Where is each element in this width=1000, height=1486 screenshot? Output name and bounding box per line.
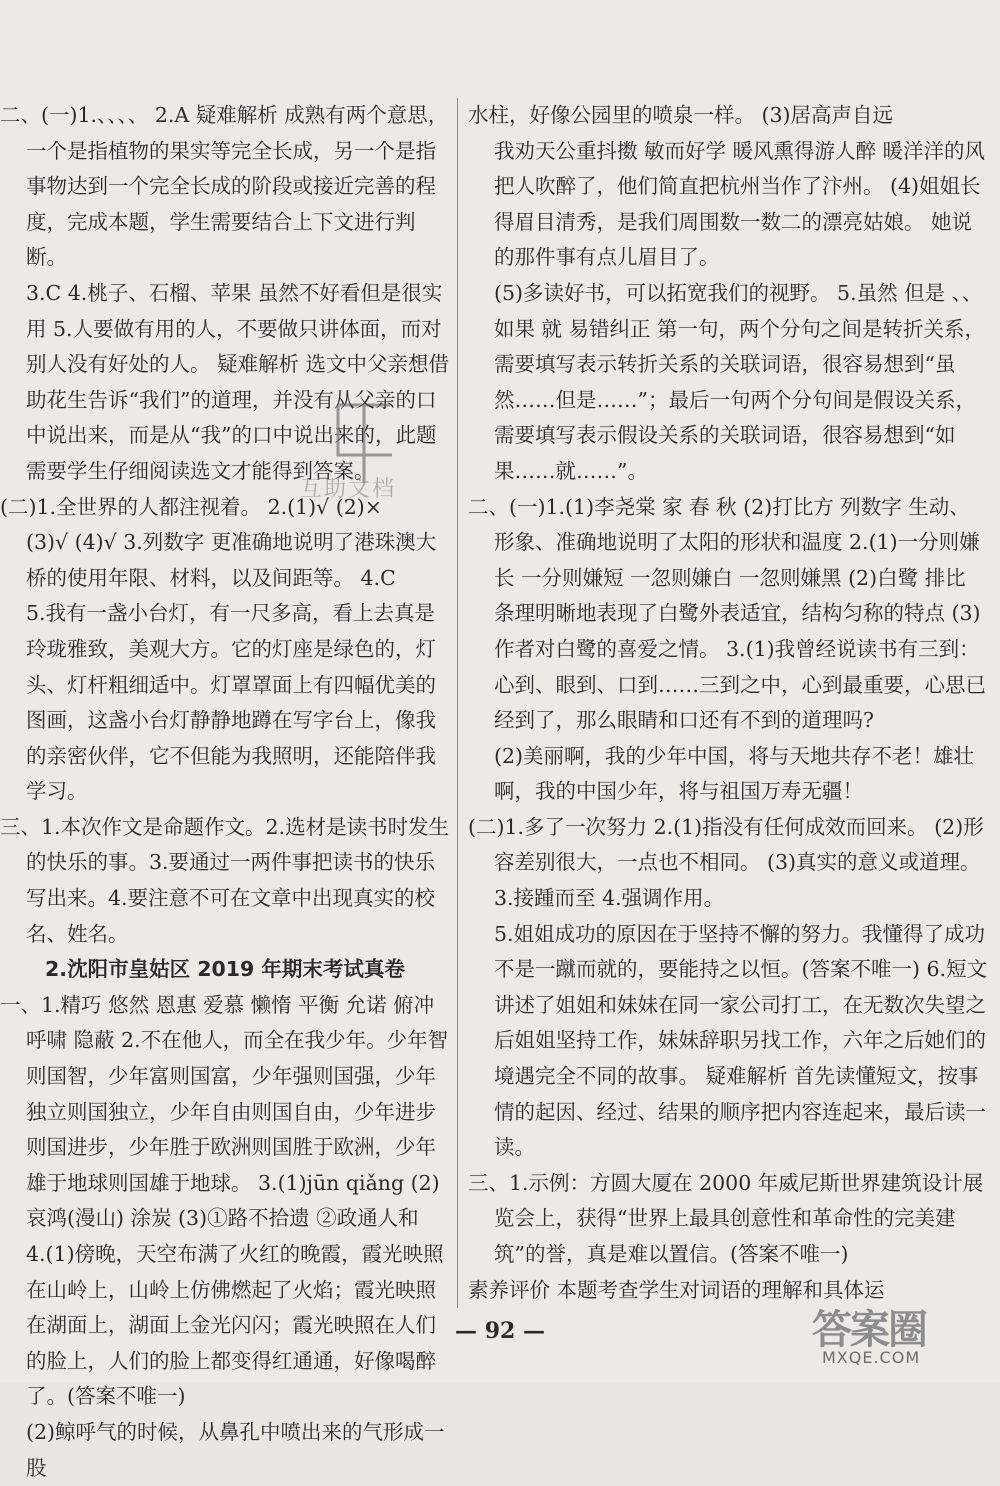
answer-block: 二、(一)1.、、、、 2.A 疑难解析 成熟有两个意思，一个是指植物的果实等完全长成，另一个是指事物达到一个完全长成的阶段或接近完善的程度，完成本题，学生需要结合上下文进行判断。 (0, 103, 449, 270)
left-column (0, 98, 450, 1486)
site-stamp-url: MXQE.COM (822, 1348, 921, 1367)
site-stamp-logo: 答案圈 (812, 1307, 926, 1353)
column-divider (457, 98, 458, 1308)
answer-block: (二)1.全世界的人都注视着。 2.(1)√ (2)× (0, 494, 382, 519)
answer-block: 素养评价 本题考查学生对词语的理解和具体运 (468, 1277, 885, 1302)
answer-block: 水柱，好像公园里的喷泉一样。 (3)居高声自远 (468, 103, 894, 127)
answer-block: (2)鲸呼气的时候，从鼻孔中喷出来的气形成一股 (26, 1419, 445, 1480)
answer-block: 5.姐姐成功的原因在于坚持不懈的努力。我懂得了成功不是一蹴而就的，要能持之以恒。(答案不唯一) 6.短文讲述了姐姐和妹妹在同一家公司打工，在无数次失望之后姐姐坚持工作，妹妹辞职另找工作，六年之后她们的境遇完全不同的故事。 疑难解析 首先读懂短文，按事情的起因、经过、结果的顺序把内容连起来，最后读一读。 (494, 921, 988, 1160)
answer-block: (2)美丽啊，我的少年中国，将与天地共存不老！雄壮啊，我的中国少年，将与祖国万寿无疆！ (494, 743, 975, 804)
answer-block: (二)1.多了一次努力 2.(1)指没有任何成效而回来。 (2)形容差别很大，一点也不相同。 (3)真实的意义或道理。 3.接踵而至 4.强调作用。 (468, 814, 984, 911)
answer-block: 三、1.示例：方圆大厦在 2000 年威尼斯世界建筑设计展览会上，获得“世界上最具创意性和革命性的完美建筑”的誉，真是难以置信。(答案不唯一) (468, 1170, 984, 1266)
answer-block: 一、1.精巧 悠然 恩惠 爱慕 懒惰 平衡 允诺 俯冲 呼啸 隐蔽 2.不在他人，而全在我少年。少年智则国智，少年富则国富，少年强则国强，少年独立则国独立，少年自由则国自由，少年进步则国进步，少年胜于欧洲则国胜于欧洲，少年雄于地球则国雄于地球。 3.(1)jūn qiǎng (2)哀鸿(漫山) 涂炭 (3)①路不拾遗 ②政通人和 (0, 992, 449, 1231)
answer-block: 我劝天公重抖擞 敏而好学 暖风熏得游人醉 暖洋洋的风把人吹醉了，他们简直把杭州当作了汴州。 (4)姐姐长得眉目清秀，是我们周围数一数二的漂亮姑娘。 她说的那件事有点儿眉目了。 (494, 138, 986, 270)
section-title: 2.沈阳市皇姑区 2019 年期末考试真卷 (45, 957, 405, 982)
answer-block: 5.我有一盏小台灯，有一尺多高，看上去真是玲珑雅致，美观大方。它的灯座是绿色的，灯头、灯杆粗细适中。灯罩罩面上有四幅优美的图画，这盏小台灯静静地蹲在写字台上，像我的亲密伙伴，它不但能为我照明，还能陪伴我学习。 (26, 601, 436, 804)
answer-block: (3)√ (4)√ 3.列数字 更准确地说明了港珠澳大桥的使用年限、材料，以及间距等。 4.C (26, 530, 437, 590)
answer-block: (5)多读好书，可以拓宽我们的视野。 5.虽然 但是 、、 如果 就 易错纠正 第一句，两个分句之间是转折关系，需要填写表示转折关系的关联词语，很容易想到“虽然……但是……”；最后一句两个分句间是假设关系，需要填写表示假设关系的关联词语，很容易想到“如果……就……”。 (494, 280, 986, 483)
answer-block: 3.C 4.桃子、石榴、苹果 虽然不好看但是很实用 5.人要做有用的人，不要做只讲体面，而对别人没有好处的人。 疑难解析 选文中父亲想借助花生告诉“我们”的道理，并没有从父亲的口中说出来，而是从“我”的口中说出来的，此题需要学生仔细阅读选文才能得到答案。 (26, 280, 450, 483)
answer-block: 三、1.本次作文是命题作文。2.选材是读书时发生的快乐的事。3.要通过一两件事把读书的快乐写出来。4.要注意不可在文章中出现真实的校名、姓名。 (0, 814, 450, 946)
right-column (468, 98, 988, 1308)
page-number: — 92 — (455, 1318, 545, 1344)
answer-block: 二、(一)1.(1)李尧棠 家 春 秋 (2)打比方 列数字 生动、形象、准确地说明了太阳的形状和温度 2.(1)一分则嫌长 一分则嫌短 一忽则嫌白 一忽则嫌黑 (2)白鹭 排比 条理明晰地表现了白鹭外表适宜，结构匀称的特点 (3)作者对白鹭的喜爱之情。 3.(1)我曾经说读书有三到：心到、眼到、口到……三到之中，心到最重要，心思已经到了，那么眼睛和口还有不到的道理吗? (468, 494, 986, 733)
answer-block: 4.(1)傍晚，天空布满了火红的晚霞，霞光映照在山岭上，山岭上仿佛燃起了火焰；霞光映照在湖面上，湖面上金光闪闪；霞光映照在人们的脸上，人们的脸上都变得红通通，好像喝醉了。(答案不唯一) (26, 1242, 444, 1409)
watermark: 互助文档 (300, 477, 397, 502)
